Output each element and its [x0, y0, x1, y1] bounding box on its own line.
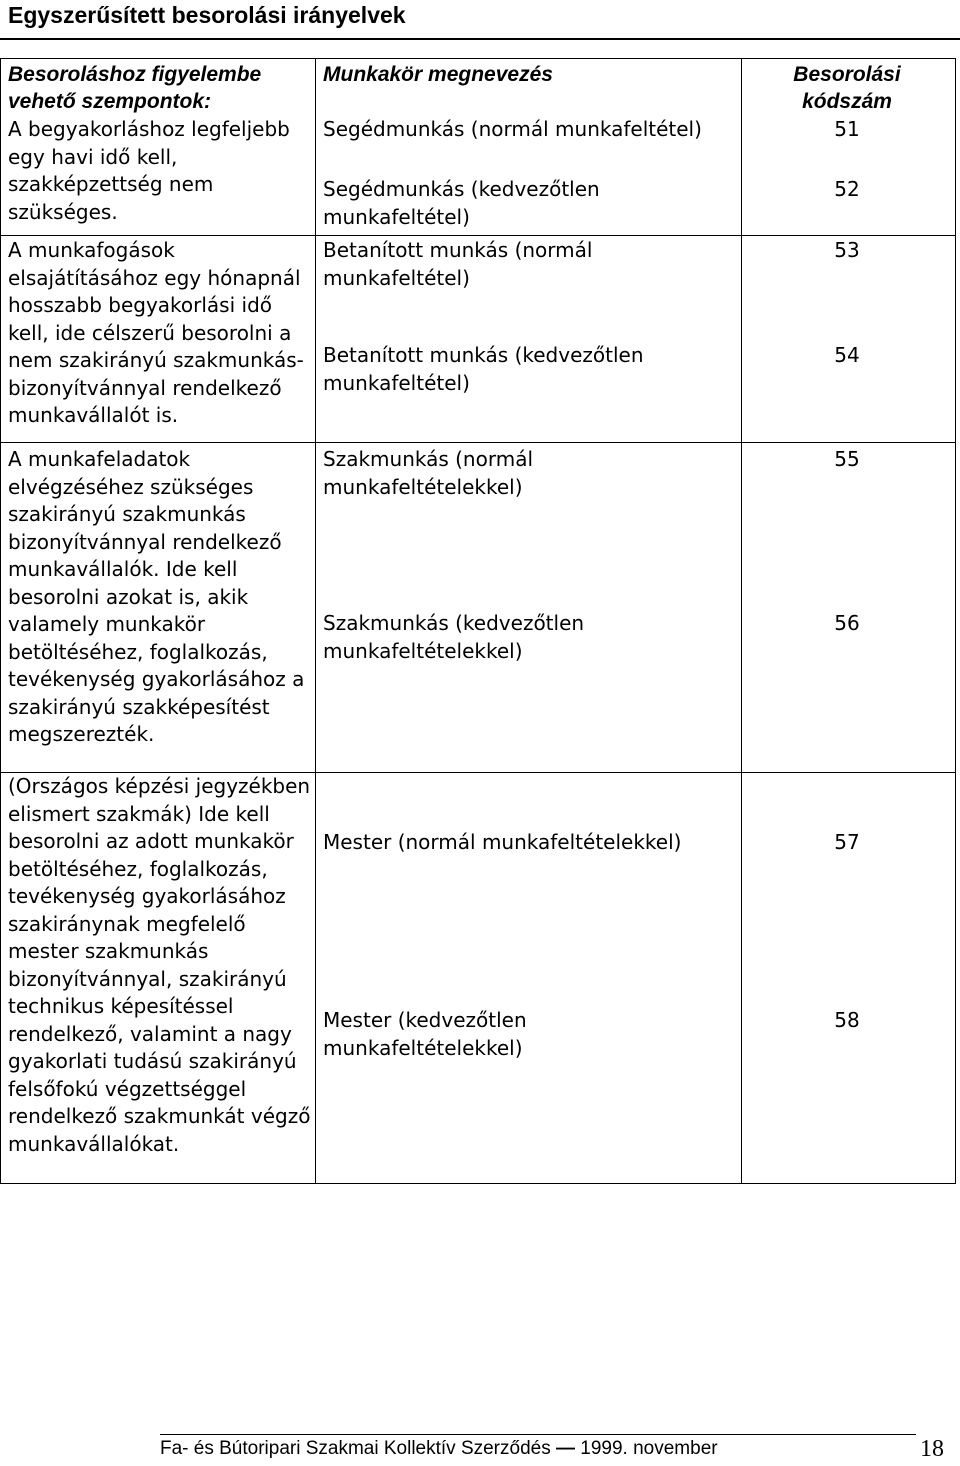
code-value: 58: [834, 1008, 860, 1032]
title-underline: [0, 38, 960, 40]
job-title: Betanított munkás (normál munkafeltétel): [323, 238, 593, 290]
header-code-line2: kódszám: [802, 90, 892, 113]
page-footer: [0, 1430, 960, 1466]
job-title: Betanított munkás (kedvezőtlen munkafeltétel): [323, 343, 644, 395]
code-value: 57: [834, 830, 860, 854]
criteria-text: (Országos képzési jegyzékben elismert szakmák) Ide kell besorolni az adott munkakör betöltéséhez, foglalkozás, tevékenység gyakorlásához szakiránynak megfelelő mester szakmunkás bizonyítvánnyal, szakirányú technikus képesítéssel rendelkező, valamint a nagy gyakorlati tudású szakirányú felsőfokú végzettséggel rendelkező szakmunkát végző munkavállalókat.: [8, 774, 311, 1156]
header-job-title: Munkakör megnevezés: [323, 63, 553, 86]
footer-year: 1999.: [580, 1438, 628, 1459]
job-title: Szakmunkás (normál munkafeltételekkel): [323, 447, 534, 499]
code-value: 53: [834, 238, 860, 262]
row-divider: [1, 235, 955, 236]
job-title: Segédmunkás (kedvezőtlen munkafeltétel): [323, 177, 600, 229]
code-value: 51: [834, 117, 860, 141]
page-number: 18: [920, 1436, 944, 1462]
footer-month: november: [633, 1438, 718, 1459]
code-value: 56: [834, 611, 860, 635]
code-value: 54: [834, 343, 860, 367]
criteria-text: A begyakorláshoz legfeljebb egy havi idő kell, szakképzettség nem szükséges.: [8, 117, 290, 224]
criteria-text: A munkafogások elsajátításához egy hónapnál hosszabb begyakorlási idő kell, ide célszerű besorolni a nem szakirányú szakmunkás-bizonyítvánnyal rendelkező munkavállalót is.: [8, 238, 304, 427]
job-title: Mester (normál munkafeltételekkel): [323, 830, 682, 854]
row-divider: [1, 442, 955, 443]
classification-table: [0, 58, 956, 1184]
criteria-text: A munkafeladatok elvégzéséhez szükséges szakirányú szakmunkás bizonyítvánnyal rendelkező munkavállalók. Ide kell besorolni azokat is, akik valamely munkakör betöltéséhez, foglalkozás, tevékenység gyakorlásához a szakirányú szakképesítést megszerezték.: [8, 447, 305, 746]
column-divider: [315, 59, 316, 1183]
footer-rule: [160, 1434, 916, 1435]
footer-text: [160, 1438, 718, 1460]
job-title: Mester (kedvezőtlen munkafeltételekkel): [323, 1008, 527, 1060]
code-value: 55: [834, 447, 860, 471]
job-title: Szakmunkás (kedvezőtlen munkafeltételekkel): [323, 611, 585, 663]
job-title: Segédmunkás (normál munkafeltétel): [323, 117, 702, 141]
footer-document-name: Fa- és Bútoripari Szakmai Kollektív Szerződés: [160, 1438, 551, 1459]
page-title: Egyszerűsített besorolási irányelvek: [8, 2, 406, 28]
column-divider: [741, 59, 742, 1183]
footer-dash: —: [556, 1438, 575, 1459]
header-code-line1: Besorolási: [793, 63, 901, 86]
code-value: 52: [834, 177, 860, 201]
header-criteria: Besoroláshoz figyelembe vehető szempontok:: [8, 63, 262, 113]
